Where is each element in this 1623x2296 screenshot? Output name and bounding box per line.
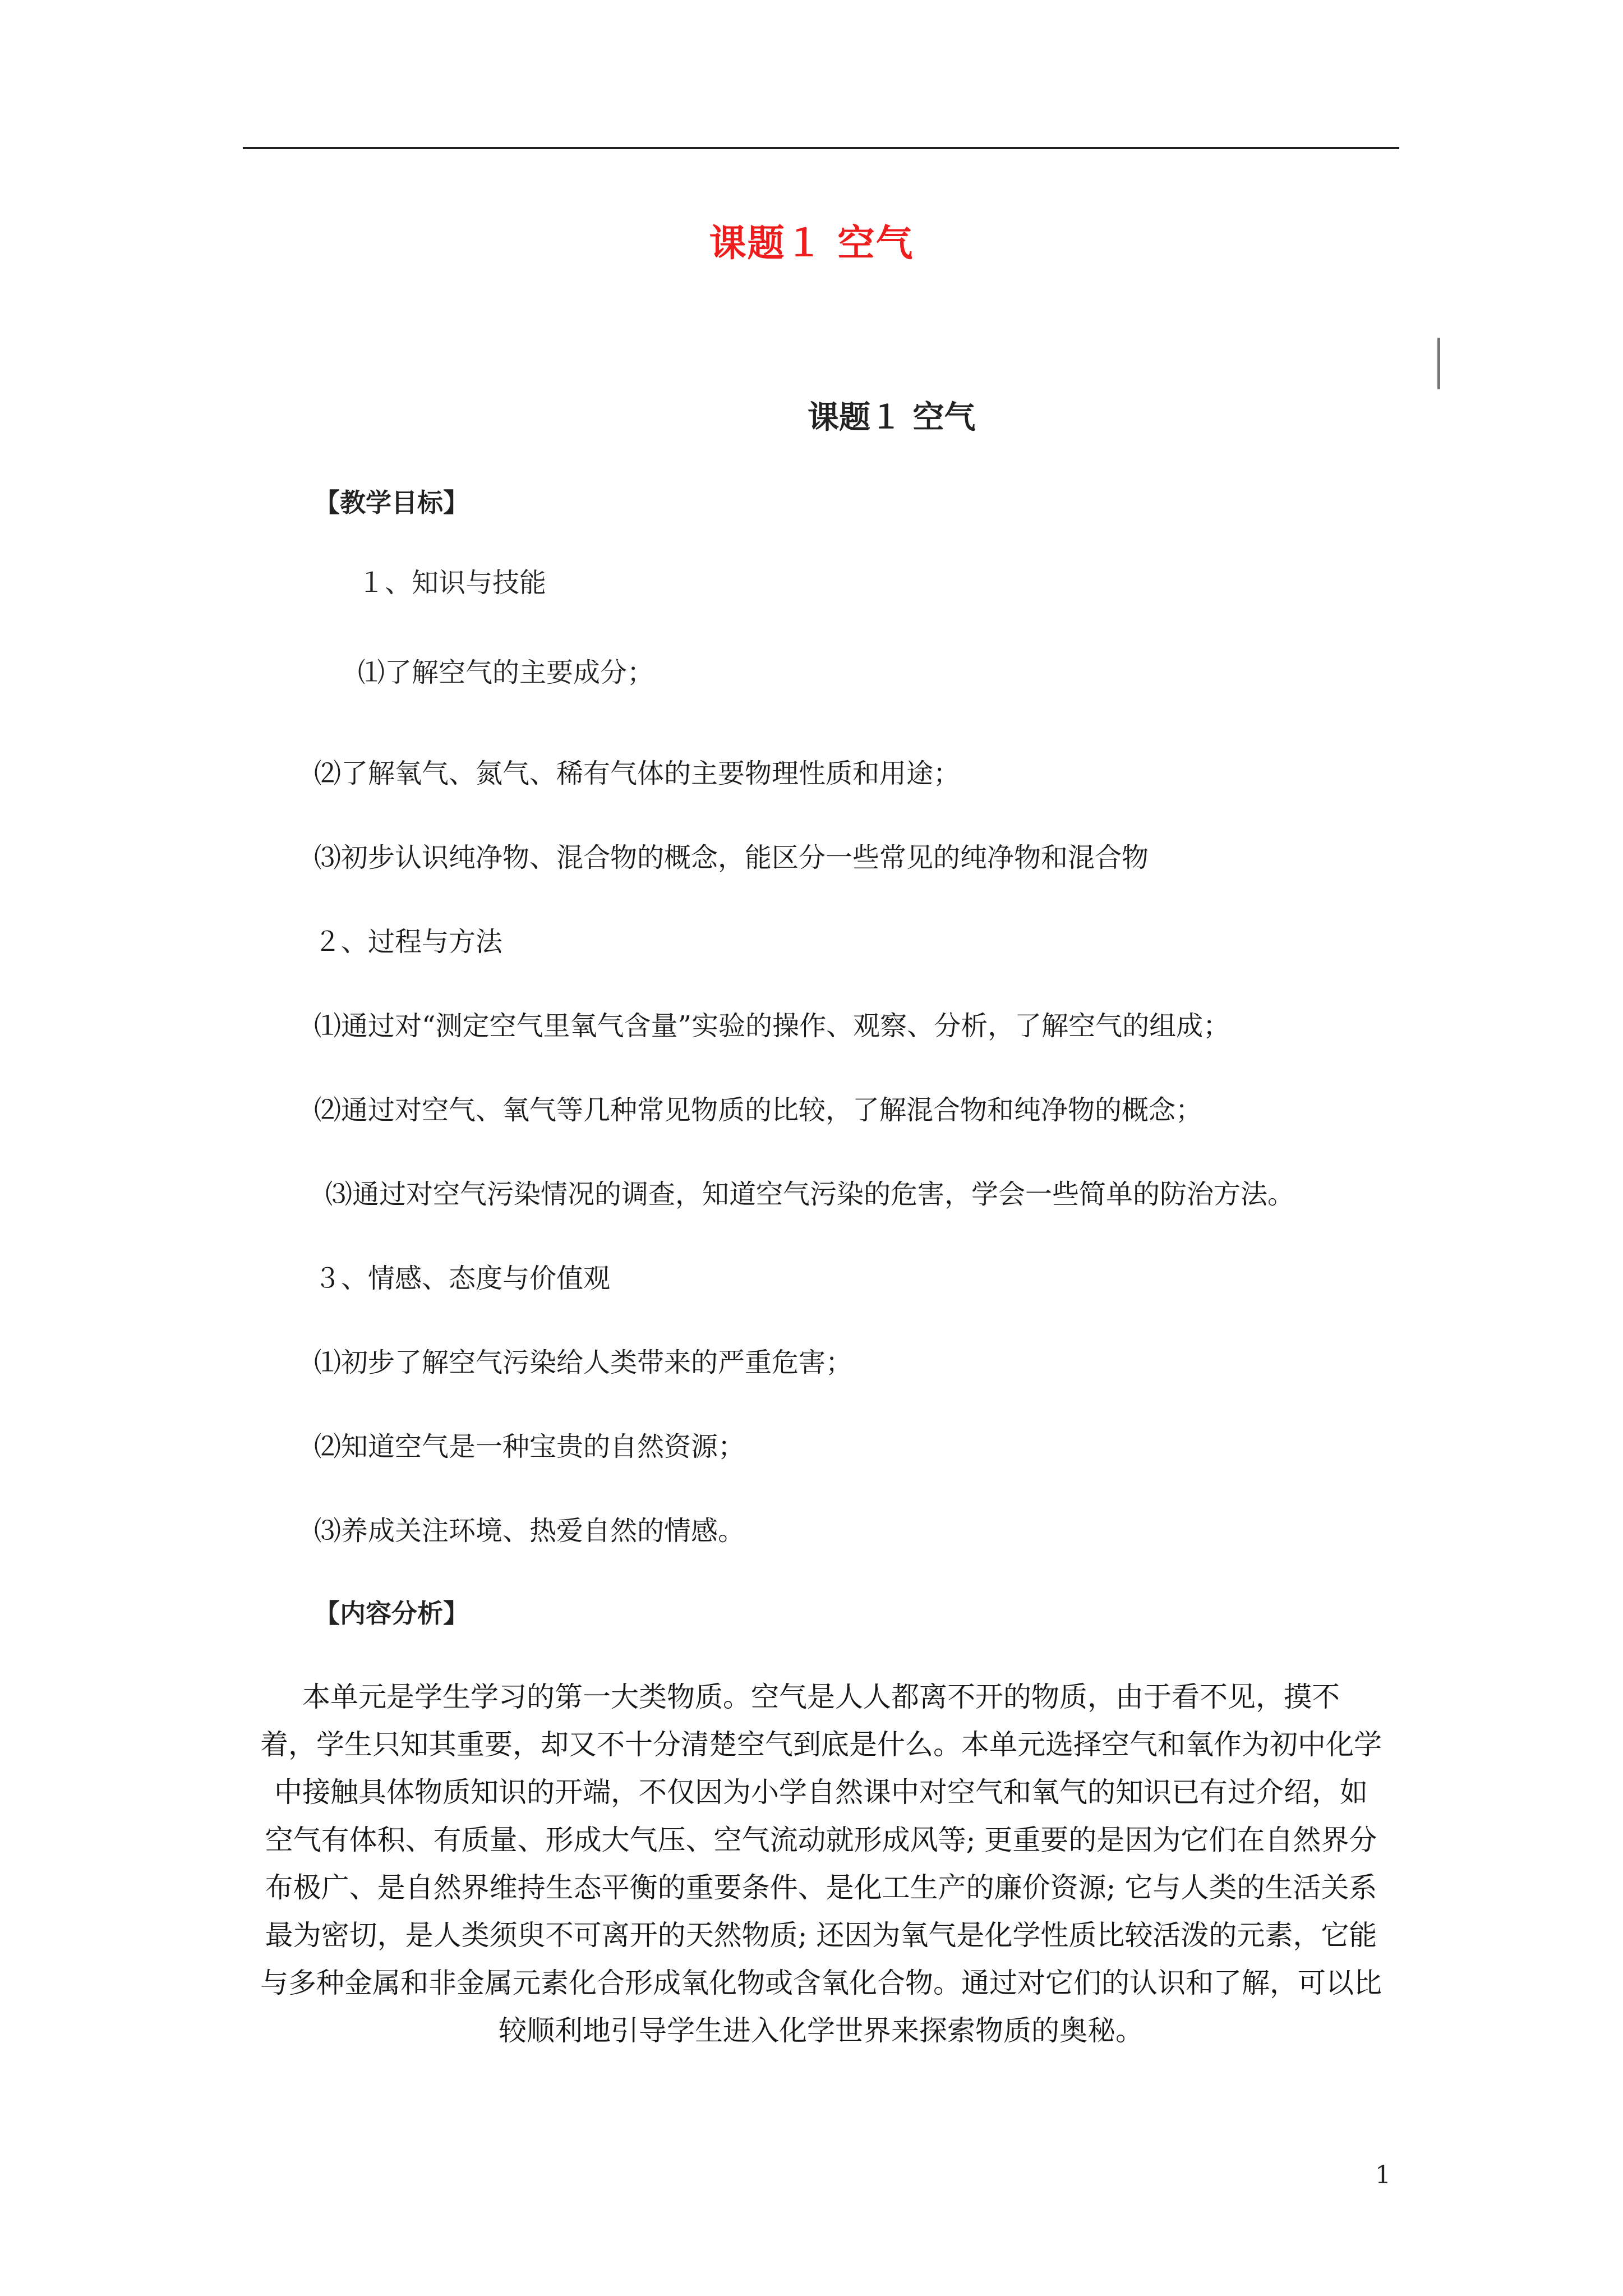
margin-mark xyxy=(1437,338,1440,389)
goal-item: ⑴通过对“测定空气里氧气含量”实验的操作、观察、分析，了解空气的组成； xyxy=(314,1010,1230,1042)
content-analysis-heading: 【内容分析】 xyxy=(314,1598,469,1628)
teaching-goals-heading: 【教学目标】 xyxy=(314,487,469,518)
knowledge-skills-heading: １、知识与技能 xyxy=(358,567,547,599)
header-rule xyxy=(243,147,1399,149)
analysis-line: 最为密切，是人类须臾不可离开的天然物质; 还因为氧气是化学性质比较活泼的元素，它能 xyxy=(265,1919,1377,1952)
analysis-line: 与多种金属和非金属元素化合形成氧化物或含氧化合物。通过对它们的认识和了解，可以比 xyxy=(260,1967,1382,1999)
goal-item: ⑵了解氧气、氮气、稀有气体的主要物理性质和用途； xyxy=(314,758,961,789)
goal-item: ⑴了解空气的主要成分； xyxy=(358,657,654,688)
analysis-line: 本单元是学生学习的第一大类物质。空气是人人都离不开的物质，由于看不见，摸不 xyxy=(302,1681,1340,1713)
document-title: 课题１ 空气 xyxy=(709,221,914,265)
attitude-values-heading: ３、情感、态度与价值观 xyxy=(314,1263,611,1294)
goal-item: ⑵通过对空气、氧气等几种常见物质的比较，了解混合物和纯净物的概念； xyxy=(314,1094,1203,1126)
goal-item: ⑶初步认识纯净物、混合物的概念，能区分一些常见的纯净物和混合物 xyxy=(314,842,1149,873)
goal-item: ⑵知道空气是一种宝贵的自然资源； xyxy=(314,1431,745,1462)
analysis-line: 着，学生只知其重要，却又不十分清楚空气到底是什么。本单元选择空气和氧作为初中化学 xyxy=(260,1728,1382,1761)
lesson-subtitle: 课题１ 空气 xyxy=(808,399,976,436)
analysis-line: 中接触具体物质知识的开端，不仅因为小学自然课中对空气和氧气的知识已有过介绍，如 xyxy=(274,1776,1368,1809)
process-method-heading: ２、过程与方法 xyxy=(314,926,503,958)
page-number: 1 xyxy=(1375,2161,1391,2189)
goal-item: ⑶养成关注环境、热爱自然的情感。 xyxy=(314,1515,745,1547)
analysis-line: 布极广、是自然界维持生态平衡的重要条件、是化工生产的廉价资源; 它与人类的生活关系 xyxy=(265,1871,1377,1904)
analysis-line: 空气有体积、有质量、形成大气压、空气流动就形成风等; 更重要的是因为它们在自然界分 xyxy=(265,1824,1377,1856)
goal-item: ⑶通过对空气污染情况的调查，知道空气污染的危害，学会一些简单的防治方法。 xyxy=(325,1179,1295,1210)
analysis-line: 较顺利地引导学生进入化学世界来探索物质的奥秘。 xyxy=(499,2014,1144,2047)
goal-item: ⑴初步了解空气污染给人类带来的严重危害； xyxy=(314,1347,853,1378)
